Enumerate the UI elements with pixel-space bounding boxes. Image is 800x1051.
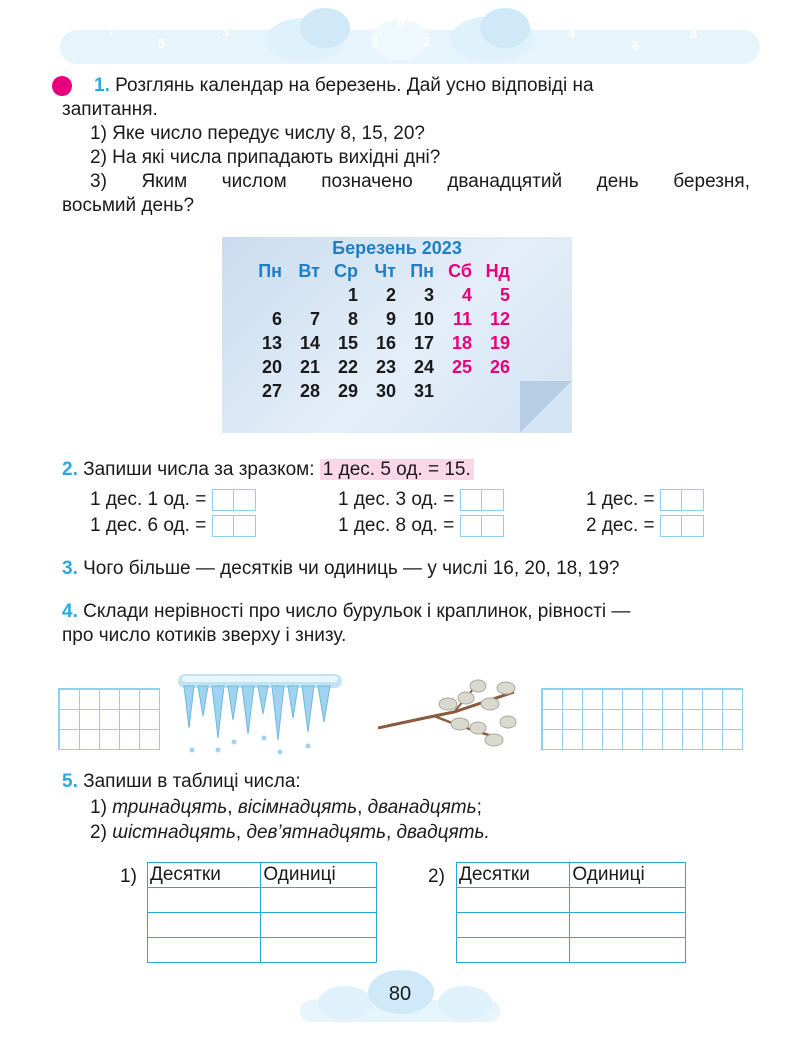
calendar-day: 24 <box>413 357 434 377</box>
calendar-week-row <box>244 355 510 379</box>
calendar-day: 27 <box>261 381 282 401</box>
table-cell[interactable] <box>457 938 570 963</box>
task2-header <box>62 458 474 482</box>
calendar-day: 6 <box>271 309 282 329</box>
table-cell[interactable] <box>148 913 261 938</box>
task2-number: 2. <box>62 459 78 480</box>
willow-branch-image <box>374 678 524 750</box>
calendar-day: 16 <box>375 333 396 353</box>
calendar-day: 20 <box>261 357 282 377</box>
task2-text: Запиши числа за зразком: <box>83 459 315 480</box>
calendar-day: 2 <box>385 285 396 305</box>
page-number: 80 <box>388 983 412 1005</box>
task5-line1: 1) тринадцять, вісімнадцять, дванадцять; <box>90 797 482 818</box>
calendar-weekday: Ср <box>334 261 358 281</box>
calendar-day: 30 <box>375 381 396 401</box>
task2-item: 1 дес. 8 од. = <box>338 514 504 538</box>
table-cell[interactable] <box>570 888 686 913</box>
table-cell[interactable] <box>261 938 377 963</box>
task4-line1: 4. Склади нерівності про число бурульок і краплинок, рівності — <box>62 601 631 622</box>
task2-item: 1 дес. = <box>586 488 704 512</box>
answer-grid-right[interactable] <box>541 688 743 750</box>
calendar-day: 26 <box>489 357 510 377</box>
calendar-day: 31 <box>413 381 434 401</box>
answer-box[interactable] <box>660 489 704 511</box>
task1-line2: запитання. <box>62 99 158 120</box>
answer-box[interactable] <box>460 489 504 511</box>
table-cell[interactable] <box>261 888 377 913</box>
col-units-header: Одиниці <box>261 863 377 888</box>
calendar-day: 13 <box>261 333 282 353</box>
table-cell[interactable] <box>570 938 686 963</box>
calendar-weekday: Нд <box>485 261 510 281</box>
calendar-day: 11 <box>452 309 472 329</box>
task2-item: 1 дес. 1 од. = <box>90 488 256 512</box>
calendar-day: 3 <box>423 285 434 305</box>
task4-number: 4. <box>62 601 78 622</box>
calendar-day: 22 <box>337 357 358 377</box>
calendar-weekday: Чт <box>374 261 396 281</box>
icicles-image <box>172 672 348 758</box>
answer-box[interactable] <box>212 489 256 511</box>
answer-table-2 <box>456 862 686 963</box>
col-units-header: Одиниці <box>570 863 686 888</box>
calendar-day: 7 <box>309 309 320 329</box>
task1-q2: 2) На які числа припадають вихідні дні? <box>90 147 441 168</box>
answer-box[interactable] <box>660 515 704 537</box>
task2-sample: 1 дес. 5 од. = 15. <box>320 459 474 480</box>
calendar-day: 23 <box>375 357 396 377</box>
task3-text: Чого більше — десятків чи одиниць — у числі 16, 20, 18, 19? <box>83 558 620 579</box>
calendar-week-row <box>244 331 510 355</box>
calendar-day: 29 <box>337 381 358 401</box>
task1-q1: 1) Яке число передує числу 8, 15, 20? <box>90 123 425 144</box>
calendar-day: 18 <box>451 333 472 353</box>
answer-table-1 <box>147 862 377 963</box>
task1-q3-line1: 3) Яким числом позначено дванадцятий день березня, <box>90 171 750 192</box>
calendar-weekday-row <box>244 259 510 283</box>
answer-grid-left[interactable] <box>58 688 160 750</box>
calendar-weekday: Пн <box>258 261 282 281</box>
table-cell[interactable] <box>457 913 570 938</box>
calendar-title: Березень 2023 <box>332 238 462 258</box>
task5-line2: 2) шістнадцять, дев’ятнадцять, двадцять. <box>90 822 490 843</box>
calendar-day: 8 <box>347 309 358 329</box>
header-digits: 7 5 3 1 0 2 4 6 8 <box>108 16 698 53</box>
calendar-week-row <box>244 379 510 403</box>
task5-number: 5. <box>62 771 78 792</box>
table2-label: 2) <box>428 866 445 887</box>
task1-text <box>62 74 752 98</box>
task1-q3-line2: восьмий день? <box>62 195 195 216</box>
table-cell[interactable] <box>261 913 377 938</box>
calendar-day: 28 <box>299 381 320 401</box>
calendar-day <box>244 283 282 307</box>
task1-line1: Розглянь календар на березень. Дай усно відповіді на <box>115 75 594 96</box>
calendar-day: 10 <box>413 309 434 329</box>
calendar-day: 4 <box>461 285 472 305</box>
calendar-weekday: Сб <box>448 261 472 281</box>
calendar-day: 9 <box>385 309 396 329</box>
calendar-day: 5 <box>499 285 510 305</box>
table-cell[interactable] <box>457 888 570 913</box>
table-cell[interactable] <box>148 938 261 963</box>
task3 <box>62 557 619 581</box>
answer-box[interactable] <box>212 515 256 537</box>
task4-line2: про число котиків зверху і знизу. <box>62 625 347 646</box>
task2-item: 1 дес. 6 од. = <box>90 514 256 538</box>
calendar-day: 21 <box>299 357 320 377</box>
col-tens-header: Десятки <box>148 863 261 888</box>
task1-number: 1. <box>94 75 110 96</box>
calendar-day: 19 <box>489 333 510 353</box>
task2-item: 2 дес. = <box>586 514 704 538</box>
calendar-day <box>472 379 510 403</box>
calendar-week-row <box>244 283 510 307</box>
calendar-day: 14 <box>299 333 320 353</box>
calendar-weekday: Пн <box>410 261 434 281</box>
col-tens-header: Десятки <box>457 863 570 888</box>
calendar-day: 15 <box>337 333 358 353</box>
calendar <box>222 237 572 433</box>
task5-header <box>62 770 301 794</box>
calendar-day: 17 <box>413 333 434 353</box>
table1-label: 1) <box>120 866 137 887</box>
calendar-day: 1 <box>347 285 358 305</box>
calendar-grid <box>244 259 510 403</box>
calendar-weekday: Вт <box>298 261 320 281</box>
answer-box[interactable] <box>460 515 504 537</box>
calendar-week-row <box>244 307 510 331</box>
task3-number: 3. <box>62 558 78 579</box>
table-cell[interactable] <box>570 913 686 938</box>
task2-item: 1 дес. 3 од. = <box>338 488 504 512</box>
calendar-day <box>282 283 320 307</box>
table-cell[interactable] <box>148 888 261 913</box>
calendar-day <box>434 379 472 403</box>
calendar-day: 25 <box>451 357 472 377</box>
task5-text: Запиши в таблиці числа: <box>83 771 301 792</box>
calendar-day: 12 <box>489 309 510 329</box>
